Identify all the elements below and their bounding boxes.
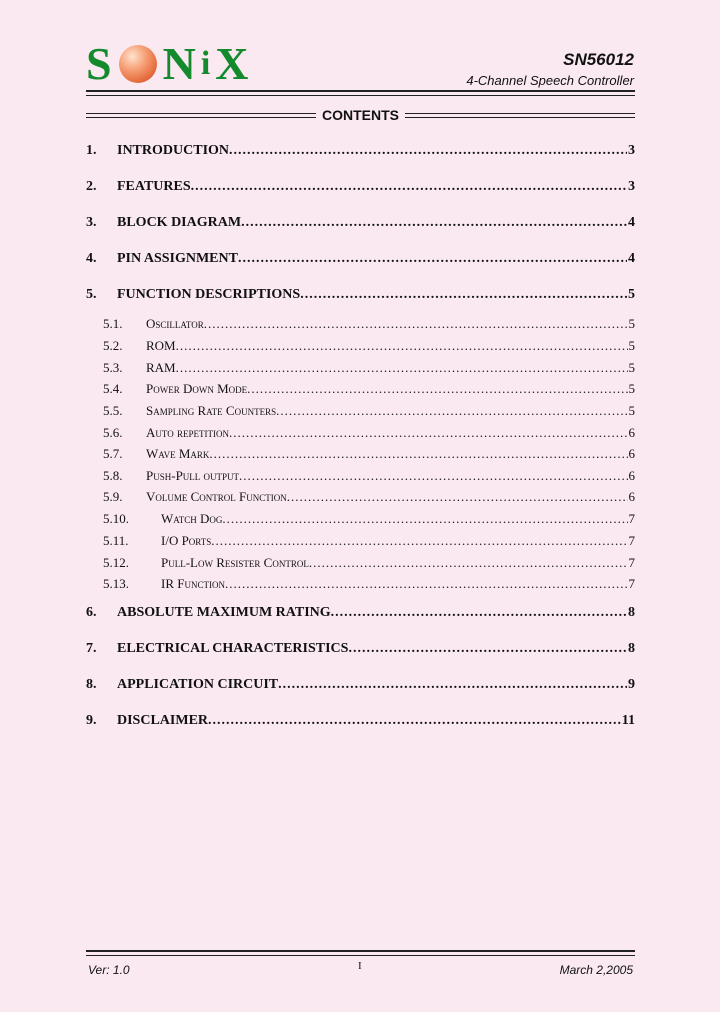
toc-entry-number: 8. — [86, 677, 97, 692]
header-rule-thick — [86, 90, 635, 92]
footer-rule-thin — [86, 955, 635, 956]
toc-entry[interactable] — [86, 468, 635, 484]
toc-entry[interactable] — [86, 713, 635, 729]
toc-dot-leader — [222, 511, 627, 527]
toc-entry-page: 7 — [628, 533, 635, 548]
toc-dot-leader — [225, 576, 628, 592]
toc-entry[interactable] — [86, 287, 635, 303]
toc-entry[interactable] — [86, 316, 635, 332]
toc-entry-number: 5.9. — [103, 489, 123, 504]
toc-entry-page: 5 — [628, 316, 635, 331]
toc-entry-page: 8 — [628, 605, 635, 620]
toc-entry-title: I/O Ports — [161, 533, 212, 548]
toc-entry-number: 5.1. — [103, 316, 123, 331]
toc-entry[interactable] — [86, 179, 635, 195]
sonix-logo — [86, 38, 250, 89]
toc-entry-page: 6 — [628, 425, 635, 440]
toc-entry[interactable] — [86, 677, 635, 693]
toc-entry[interactable] — [86, 215, 635, 231]
toc-dot-leader — [191, 179, 627, 195]
toc-entry-page: 6 — [628, 446, 635, 461]
toc-entry[interactable] — [86, 489, 635, 505]
toc-entry-page: 5 — [628, 360, 635, 375]
toc-entry-number: 5.11. — [103, 533, 129, 548]
header-rule-thin — [86, 95, 635, 96]
page-footer — [86, 960, 635, 980]
toc-entry-title: Oscillator — [146, 316, 204, 331]
toc-entry-title: RAM — [146, 360, 176, 375]
toc-entry[interactable] — [86, 251, 635, 267]
toc-dot-leader — [278, 677, 627, 693]
toc-dot-leader — [238, 251, 627, 267]
model-number: SN56012 — [563, 50, 634, 69]
toc-entry-number: 5.3. — [103, 360, 123, 375]
toc-entry-page: 9 — [628, 677, 635, 692]
toc-dot-leader — [208, 713, 621, 729]
toc-entry-page: 5 — [628, 381, 635, 396]
toc-entry-title: Pull-Low Resister Control — [161, 555, 309, 570]
toc-entry-title: IR Function — [161, 576, 225, 591]
toc-entry-title: ELECTRICAL CHARACTERISTICS — [117, 641, 349, 656]
toc-entry[interactable] — [86, 576, 635, 592]
toc-entry-page: 7 — [628, 511, 635, 526]
toc-entry-page: 6 — [628, 489, 635, 504]
toc-entry[interactable] — [86, 360, 635, 376]
toc-entry[interactable] — [86, 605, 635, 621]
toc-dot-leader — [247, 381, 627, 397]
toc-entry[interactable] — [86, 555, 635, 571]
toc-entry-number: 6. — [86, 605, 97, 620]
toc-entry[interactable] — [86, 338, 635, 354]
toc-dot-leader — [176, 360, 628, 376]
toc-dot-leader — [229, 425, 628, 441]
toc-entry-number: 5.10. — [103, 511, 129, 526]
toc-entry-number: 5.7. — [103, 446, 123, 461]
heading-rule-right — [405, 113, 635, 118]
toc-entry[interactable] — [86, 143, 635, 159]
toc-entry-number: 4. — [86, 251, 97, 266]
toc-entry-title: ABSOLUTE MAXIMUM RATING — [117, 605, 331, 620]
toc-entry-number: 5.8. — [103, 468, 123, 483]
product-subtitle: 4-Channel Speech Controller — [466, 73, 634, 88]
toc-dot-leader — [209, 446, 627, 462]
toc-entry[interactable] — [86, 425, 635, 441]
toc-entry-page: 3 — [628, 143, 635, 158]
toc-entry-number: 5. — [86, 287, 97, 302]
page-header — [0, 0, 720, 100]
toc-entry-page: 7 — [628, 555, 635, 570]
document-date: March 2,2005 — [559, 963, 633, 977]
toc-entry-number: 5.6. — [103, 425, 123, 440]
toc-entry[interactable] — [86, 641, 635, 657]
contents-title: CONTENTS — [322, 107, 399, 123]
toc-entry-title: DISCLAIMER — [117, 713, 209, 728]
toc-entry-title: Wave Mark — [146, 446, 210, 461]
toc-entry[interactable] — [86, 446, 635, 462]
toc-entry-title: INTRODUCTION — [117, 143, 230, 158]
toc-entry-number: 3. — [86, 215, 97, 230]
toc-dot-leader — [331, 605, 627, 621]
toc-entry-number: 2. — [86, 179, 97, 194]
toc-dot-leader — [239, 468, 627, 484]
toc-entry[interactable] — [86, 533, 635, 549]
logo-letter-i: i — [200, 45, 212, 82]
toc-entry-page: 4 — [628, 215, 635, 230]
toc-entry-title: Watch Dog — [161, 511, 223, 526]
logo-letter-n: N — [162, 38, 197, 89]
version-label: Ver: 1.0 — [88, 963, 130, 977]
toc-dot-leader — [241, 215, 627, 231]
toc-entry-number: 5.13. — [103, 576, 129, 591]
toc-dot-leader — [348, 641, 627, 657]
toc-dot-leader — [309, 555, 628, 571]
toc-entry-title: Volume Control Function — [146, 489, 287, 504]
toc-entry-title: Push-Pull output — [146, 468, 240, 483]
toc-dot-leader — [211, 533, 627, 549]
toc-entry-number: 5.12. — [103, 555, 129, 570]
toc-dot-leader — [276, 403, 627, 419]
logo-letter-x: X — [215, 38, 250, 89]
toc-dot-leader — [176, 338, 628, 354]
toc-dot-leader — [204, 316, 628, 332]
contents-heading — [86, 106, 635, 124]
toc-entry-title: BLOCK DIAGRAM — [117, 215, 242, 230]
toc-entry-title: FEATURES — [117, 179, 191, 194]
toc-entry-page: 11 — [621, 713, 635, 728]
toc-entry-page: 6 — [628, 468, 635, 483]
toc-entry-title: Auto repetition — [146, 425, 229, 440]
footer-rule-thick — [86, 950, 635, 952]
toc-entry-number: 5.5. — [103, 403, 123, 418]
toc-entry-page: 5 — [628, 403, 635, 418]
page-number: I — [358, 960, 362, 972]
toc-entry[interactable] — [86, 403, 635, 419]
logo-letter-s: S — [86, 38, 113, 89]
toc-entry-number: 1. — [86, 143, 97, 158]
toc-entry-page: 8 — [628, 641, 635, 656]
toc-entry-page: 7 — [628, 576, 635, 591]
toc-entry-page: 5 — [628, 338, 635, 353]
toc-entry-title: Power Down Mode — [146, 381, 248, 396]
toc-entry-number: 9. — [86, 713, 97, 728]
toc-entry-number: 5.2. — [103, 338, 123, 353]
toc-dot-leader — [229, 143, 627, 159]
toc-dot-leader — [300, 287, 627, 303]
toc-entry-title: APPLICATION CIRCUIT — [117, 677, 279, 692]
toc-entry-page: 3 — [628, 179, 635, 194]
toc-entry-title: FUNCTION DESCRIPTIONS — [117, 287, 301, 302]
toc-entry-page: 4 — [628, 251, 635, 266]
toc-dot-leader — [287, 489, 628, 505]
heading-rule-left — [86, 113, 316, 118]
toc-entry[interactable] — [86, 381, 635, 397]
toc-entry-page: 5 — [628, 287, 635, 302]
toc-entry-title: ROM — [146, 338, 176, 353]
toc-entry-title: PIN ASSIGNMENT — [117, 251, 238, 266]
toc-entry-number: 7. — [86, 641, 97, 656]
toc-entry-number: 5.4. — [103, 381, 123, 396]
toc-entry-title: Sampling Rate Counters — [146, 403, 277, 418]
toc-entry[interactable] — [86, 511, 635, 527]
logo-ball-icon — [119, 45, 157, 83]
